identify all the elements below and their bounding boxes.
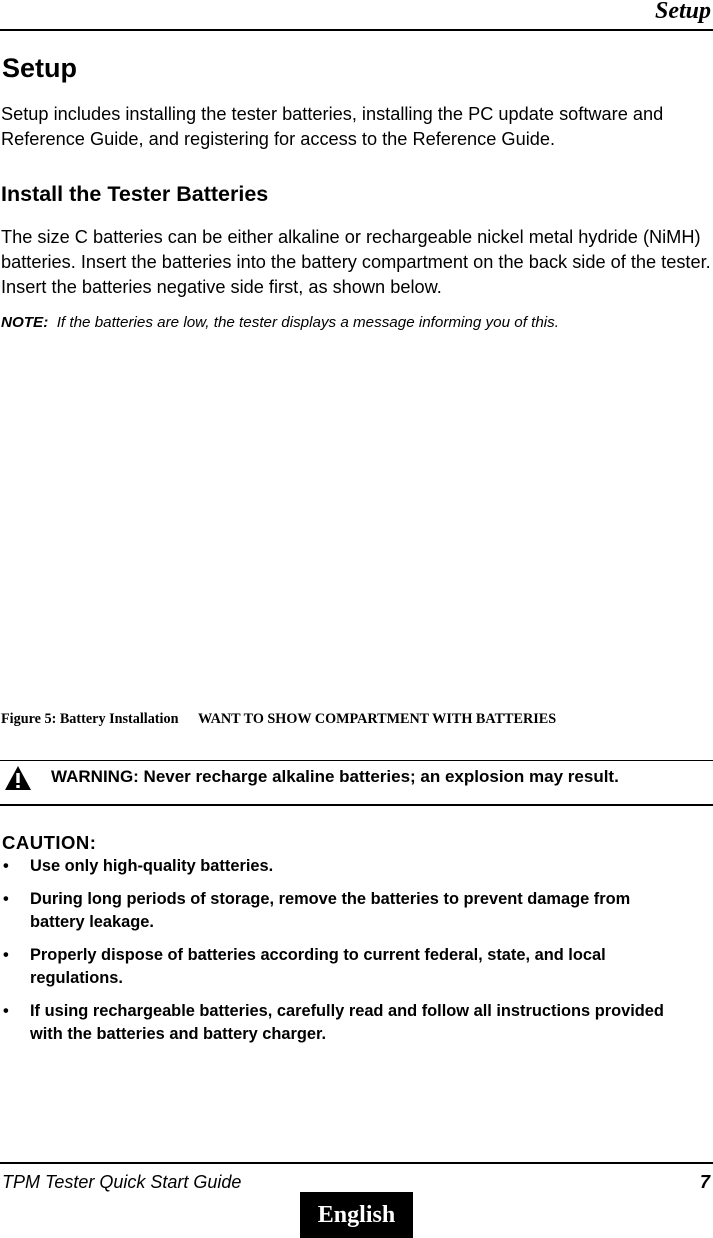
header-rule — [0, 29, 713, 31]
footer-guide-title: TPM Tester Quick Start Guide — [2, 1172, 242, 1192]
note — [1, 314, 559, 331]
note-text: If the batteries are low, the tester displays a message informing you of this. — [56, 314, 559, 331]
caution-item — [0, 944, 680, 990]
section-body: The size C batteries can be either alkaline or rechargeable nickel metal hydride (NiMH) batteries. Insert the batteries into the battery compartment on the back side of the tester. Insert the batteries negative side first, as shown below. — [1, 227, 711, 297]
caution-item-text: Properly dispose of batteries according to current federal, state, and local regulations. — [30, 946, 606, 987]
bullet-icon: • — [3, 1002, 9, 1020]
bullet-icon: • — [3, 890, 9, 908]
intro-paragraph: Setup includes installing the tester batteries, installing the PC update software and Reference Guide, and registering for access to the Reference Guide. — [1, 104, 664, 149]
caution-item — [0, 1000, 680, 1046]
warning-rule-bottom — [0, 804, 713, 806]
figure-caption-label: Figure 5: Battery Installation — [1, 711, 179, 727]
section-title: Install the Tester Batteries — [1, 182, 269, 206]
figure-placeholder-note: WANT TO SHOW COMPARTMENT WITH BATTERIES — [198, 711, 557, 727]
bullet-icon: • — [3, 857, 9, 875]
caution-item — [0, 888, 680, 934]
caution-item — [0, 855, 680, 878]
caution-title: CAUTION: — [2, 832, 97, 853]
warning-text: WARNING: Never recharge alkaline batteries; an explosion may result. — [51, 767, 619, 786]
caution-item-text: Use only high-quality batteries. — [30, 857, 274, 875]
caution-item-text: If using rechargeable batteries, carefully read and follow all instructions provided with the batteries and battery charger. — [30, 1002, 664, 1043]
footer-rule — [0, 1162, 713, 1164]
footer-page-number: 7 — [699, 1172, 710, 1192]
page-title: Setup — [2, 53, 78, 83]
warning-triangle-icon — [4, 765, 32, 791]
warning-rule-top — [0, 760, 713, 761]
language-tab: English — [300, 1192, 413, 1238]
figure-caption — [1, 711, 556, 728]
caution-list — [0, 855, 713, 1056]
bullet-icon: • — [3, 946, 9, 964]
caution-item-text: During long periods of storage, remove the batteries to prevent damage from battery leakage. — [30, 890, 631, 931]
note-label: NOTE: — [1, 314, 49, 331]
running-header-title: Setup — [654, 0, 711, 24]
